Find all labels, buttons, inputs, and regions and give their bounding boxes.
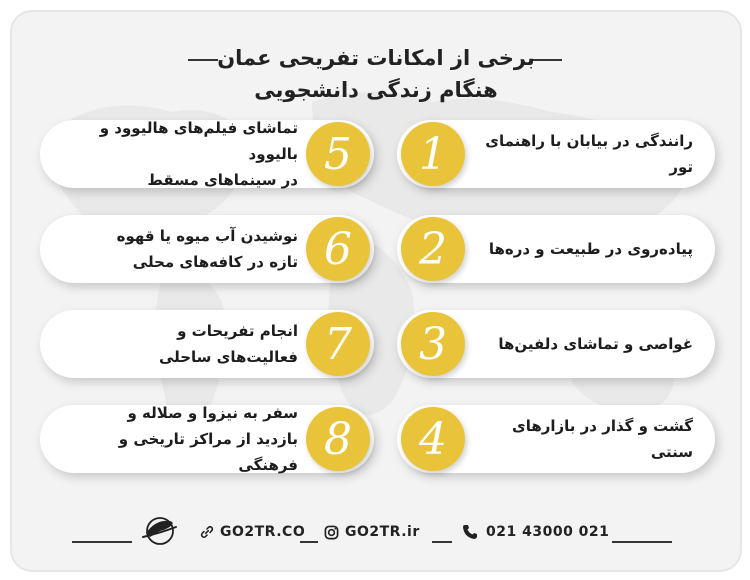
link-icon	[200, 525, 214, 539]
activity-text-line: غواصی و تماشای دلفین‌ها	[498, 335, 693, 353]
badge-number: 4	[419, 413, 447, 465]
website-url: GO2TR.CO	[220, 524, 306, 540]
activity-text-line: پیاده‌روی در طبیعت و دره‌ها	[488, 240, 693, 258]
activity-text-line: در سینماهای مسقط	[147, 171, 298, 189]
number-badge-8	[306, 407, 370, 471]
activity-text-2	[467, 215, 693, 283]
page-title-line-1: برخی از امکانات تفریحی عمان	[217, 46, 535, 70]
activity-card-3	[397, 310, 715, 378]
number-badge-1	[401, 122, 465, 186]
activity-text-line: تازه در کافه‌های محلی	[132, 253, 298, 271]
website-link[interactable]	[200, 519, 305, 545]
phone-icon	[462, 524, 478, 540]
number-badge-2	[401, 217, 465, 281]
plane-logo-icon	[140, 515, 180, 547]
phone-contact[interactable]	[462, 519, 609, 545]
phone-number: 021 43000 021	[486, 524, 610, 540]
activity-text-4	[467, 405, 693, 473]
number-badge-7	[306, 312, 370, 376]
infographic-frame	[10, 10, 742, 572]
activity-card-6	[40, 215, 374, 283]
badge-number: 3	[419, 318, 447, 370]
number-badge-3	[401, 312, 465, 376]
badge-number: 1	[419, 128, 447, 180]
activity-text-line: فعالیت‌های ساحلی	[158, 348, 298, 366]
activity-text-line: نوشیدن آب میوه یا قهوه	[116, 227, 298, 245]
number-badge-5	[306, 122, 370, 186]
activity-card-1	[397, 120, 715, 188]
activity-card-7	[40, 310, 374, 378]
activity-text-3	[467, 310, 693, 378]
badge-number: 2	[419, 223, 447, 275]
activity-text-7	[56, 310, 298, 378]
activity-text-1	[467, 120, 693, 188]
badge-number: 6	[324, 223, 352, 275]
activity-text-5	[56, 120, 298, 188]
activity-card-8	[40, 405, 374, 473]
footer-dash-2	[432, 541, 452, 543]
footer-line-left	[72, 541, 132, 543]
activity-card-5	[40, 120, 374, 188]
activity-text-8	[56, 405, 298, 473]
instagram-icon	[324, 525, 339, 540]
badge-number: 8	[324, 413, 352, 465]
page-title-line-2: هنگام زندگی دانشجویی	[254, 78, 498, 102]
instagram-contact[interactable]	[324, 519, 420, 545]
activity-text-line: تماشای فیلم‌های هالیوود و بالیوود	[99, 119, 298, 163]
activity-text-line: انجام تفریحات و	[177, 322, 298, 340]
badge-number: 5	[324, 128, 352, 180]
footer-line-right	[612, 541, 672, 543]
instagram-handle: GO2TR.ir	[345, 524, 420, 540]
number-badge-4	[401, 407, 465, 471]
activity-text-line: رانندگی در بیابان با راهنمای تور	[485, 132, 693, 176]
activity-text-line: گشت و گذار در بازارهای سنتی	[511, 417, 693, 461]
activity-text-line: بازدید از مراکز تاریخی و فرهنگی	[118, 430, 298, 474]
activity-card-2	[397, 215, 715, 283]
number-badge-6	[306, 217, 370, 281]
activity-card-4	[397, 405, 715, 473]
activity-text-6	[56, 215, 298, 283]
activity-text-line: سفر به نیزوا و صلاله و	[127, 404, 298, 422]
badge-number: 7	[324, 318, 352, 370]
